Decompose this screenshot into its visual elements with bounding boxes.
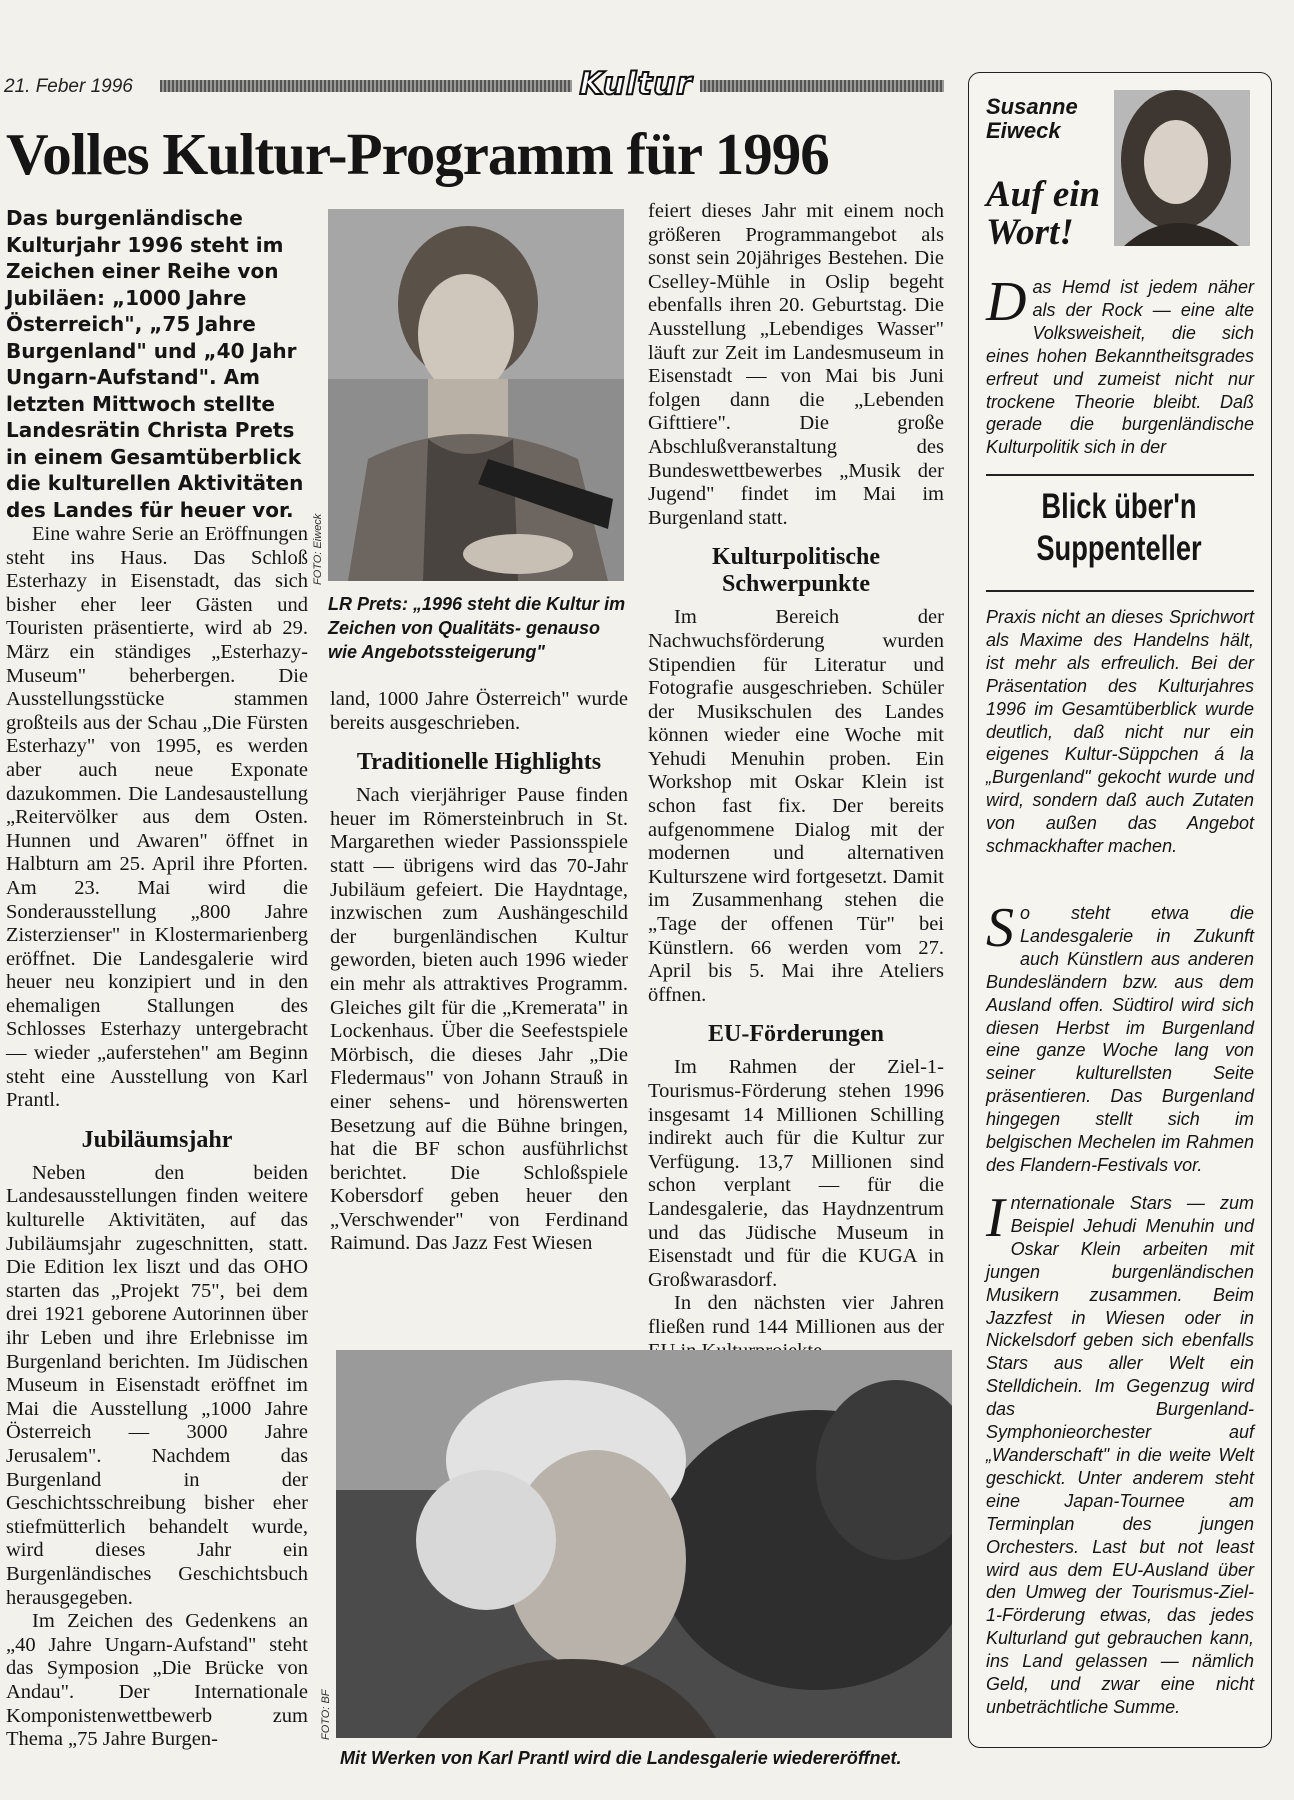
prantl-illustration [336,1350,952,1738]
drop-cap-d: D [986,271,1027,333]
commentary-paragraph-2 [986,606,1254,858]
photo-caption-1: LR Prets: „1996 steht die Kultur im Zeichen von Qualitäts- genauso wie Angebotssteigerung" [328,594,626,662]
article-column-1 [6,205,308,1752]
subhead-highlights: Traditionelle Highlights [356,749,602,776]
article-paragraph: Nach vierjähriger Pause finden heuer im Römersteinbruch in St. Margarethen wieder Passionsspiele statt — übrigens wird das 70-Jahr Jubiläum gefeiert. Die Haydntage, inzwischen zum Aushängeschild der burgenländischen Kultur geworden, bieten auch 1996 wieder ein mehr als attraktives Programm. Gleiches gilt für die „Kremerata" in Lockenhaus. Über die Seefestspiele Mörbisch, die dieses Jahr „Die Fledermaus" von Johann Strauß in einer sehens- und hörenswerten Besetzung auf die Bühne bringen, hat die BF schon ausführlichst berichtet. Die Schloßspiele Kobersdorf geben heuer den „Verschwender" von Ferdinand Raimund. Das Jazz Fest Wiesen [330,784,628,1255]
photo-prets [328,209,624,581]
commentary-paragraph-3 [986,897,1254,1177]
author-last-name: Eiweck [986,118,1061,143]
subhead-jubilaeumsjahr: Jubiläumsjahr [81,1126,233,1153]
sidebar-divider-top [986,474,1254,476]
commentary-text: as Hemd ist jedem näher als der Rock — eine alte Volksweisheit, die sich eines hohen Bekanntheitsgrades erfreut und zumeist nicht nur trockene Theorie bleibt. Daß gerade die burgenländische Kulturpolitik sich in der [986,277,1254,458]
article-paragraph: Im Rahmen der Ziel-1-Tourismus-Förderung stehen 1996 insgesamt 14 Millionen Schilling indirekt auch für die Kultur zur Verfügung. 13,7 Millionen sind schon verplant — für die Landesgalerie, das Haydnzentrum und das Jüdische Museum in Eisenstadt und für die KUGA in Großwarasdorf. [648,1056,944,1291]
lead-paragraph: Das burgenländische Kulturjahr 1996 steht im Zeichen einer Reihe von Jubiläen: „1000 Jahre Österreich", „75 Jahre Burgenland" und „40 Jahr Ungarn-Aufstand". Am letzten Mittwoch stellte Landesrätin Christa Prets in einem Gesamtüberblick die kulturellen Aktivitäten des Landes für heuer vor. [6,206,304,522]
article-paragraph: Im Zeichen des Gedenkens an „40 Jahre Ungarn-Aufstand" steht das Symposion „Die Brücke von Andau". Der Internationale Komponistenwettbewerb zum Thema „75 Jahre Burgen- [6,1610,308,1751]
commentary-text: Praxis nicht an dieses Sprichwort als Maxime des Handelns hält, ist mehr als erfreulich. Bei der Präsentation des Kulturjahres 1996 im Gesamtüberblick wurde deutlich, daß nicht nur ein eigenes Kultur-Süppchen á la „Burgenland" gekocht wurde und wird, sondern daß auch Zutaten von außen das Angebot schmackhafter machen. [986,607,1254,857]
article-paragraph: In den nächsten vier Jahren fließen rund 144 Millionen aus der [648,1292,944,1338]
commentary-text: nternationale Stars — zum Beispiel Jehudi Menuhin und Oskar Klein arbeiten mit jungen burgenländischen Musikern zusammen. Beim Jazzfest in Wiesen oder in Nickelsdorf geben sich ebenfalls Stars aus aller Welt ein Stelldichein. Im Gegenzug wird das Burgenland-Symphonieorchester auf „Wanderschaft" in die weite Welt geschickt. Unter anderem steht eine Japan-Tournee am Terminplan des jungen Orchesters. Last but not least wird aus dem EU-Ausland über den Umweg der Tourismus-Ziel-1-Förderung etwas, das jedes Kulturland gut gebrauchen kann, ins Land gelassen — nämlich Geld, und zwar eine nicht unbeträchtliche Summe. [986,1193,1254,1717]
photo-caption-2: Mit Werken von Karl Prantl wird die Landesgalerie wiedereröffnet. [340,1748,902,1768]
photo-prantl [336,1350,952,1738]
portrait-illustration [328,209,624,581]
header-rule-left [160,80,572,92]
photo-credit-2: FOTO: BF [320,1689,332,1740]
subhead-kulturpolitik: Kulturpolitische Schwerpunkte [711,544,880,598]
column-title: Auf ein Wort! [986,174,1101,253]
author-first-name: Susanne [986,94,1078,119]
drop-cap-s: S [986,897,1014,959]
article-paragraph: feiert dieses Jahr mit einem noch größeren Programmangebot als sonst sein 20jähriges Bestehen. Die Cselley-Mühle in Oslip begeht ebenfalls ihren 20. Geburtstag. Die Ausstellung „Lebendiges Wasser" läuft zur Zeit im Landesmuseum in Eisenstadt — von Mai bis Juni folgen dann die „Lebenden Gifttiere". Die große Abschlußveranstaltung des Bundeswettbewerbes „Musik der Jugend" findet im Mai im Burgenland statt. [648,200,944,529]
author-illustration [1114,90,1250,246]
page-headline: Volles Kultur-Programm für 1996 [6,121,829,187]
article-paragraph: Im Bereich der Nachwuchsförderung wurden Stipendien für Literatur und Fotografie ausgeschrieben. Schüler der Musikschulen des Landes können wieder eine Woche mit Yehudi Menuhin proben. Ein Workshop mit Oskar Klein ist schon fast fix. Der bereits aufgenommene Dialog mit der modernen und alternativen Kulturszene wird fortgesetzt. Damit im Zusammenhang stehen die „Tage der offenen Tür" bei Künstlern. 66 werden vom 27. April bis 5. Mai ihre Ateliers öffnen. [648,606,944,1006]
drop-cap-i: I [986,1187,1005,1249]
sidebar-divider-bottom [986,590,1254,592]
article-column-3 [648,200,944,1363]
ressort-logo: Kultur [579,66,693,102]
commentary-text: o steht etwa die Landesgalerie in Zukunft auch Künstlern aus anderen Bundesländern bzw. aus dem Ausland offen. Südtirol wird sich diesen Herbst im Burgenland eine ganze Woche lang von seiner kulturellsten Seite präsentieren. Das Burgenland hingegen stellt sich im belgischen Mechelen im Rahmen des Flandern-Festivals vor. [986,903,1254,1175]
commentary-subtitle: Blick über'n Suppenteller [1036,487,1202,568]
article-paragraph: Eine wahre Serie an Eröffnungen steht ins Haus. Das Schloß Esterhazy in Eisenstadt, das sich bisher eher leer Gästen und Touristen präsentierte, wird ab 29. März ein ständiges „Esterhazy-Museum" beherbergen. Die Ausstellungsstücke stammen großteils aus der Schau „Die Fürsten Esterhazy" von 1995, es werden aber auch neue Exponate dazukommen. Die Landesaustellung „Reitervölker aus dem Osten. Hunnen und Awaren" öffnet in Halbturn am 25. April ihre Pforten. Am 23. Mai wird die Sonderausstellung „800 Jahre Zisterzienser" in Klostermarienberg eröffnet. Die Landesgalerie wird heuer neu konzipiert und in den ehemaligen Stallungen des Schlosses Esterhazy untergebracht — wieder „auferstehen" am Beginn steht eine Ausstellung von Karl Prantl. [6,523,308,1112]
commentary-paragraph-1 [986,271,1254,459]
article-column-2 [330,688,628,1256]
article-paragraph: Neben den beiden Landesausstellungen finden weitere kulturelle Aktivitäten, auf das Jubiläumsjahr zugeschnitten, statt. Die Edition lex liszt und das OHO starten das „Projekt 75", bei dem drei 1921 geborene Autorinnen über ihr Leben und ihre Erlebnisse im Burgenland berichten. Im Jüdischen Museum in Eisenstadt eröffnet im Mai die Ausstellung „1000 Jahre Österreich — 3000 Jahre Jerusalem". Nachdem das Burgenland in der Geschichtsschreibung bisher eher stiefmütterlich behandelt wurde, wird dieses Jahr ein Burgenländisches Geschichtsbuch herausgegeben. [6,1161,308,1609]
subhead-eu-foerderungen: EU-Förderungen [708,1021,884,1048]
issue-date: 21. Feber 1996 [4,76,133,97]
photo-credit-1: FOTO: Eiweck [312,513,324,585]
article-paragraph: land, 1000 Jahre Österreich" wurde bereits ausgeschrieben. [330,688,628,734]
commentary-paragraph-4 [986,1187,1254,1719]
header-rule-right [700,80,944,92]
author-portrait [1114,90,1250,246]
